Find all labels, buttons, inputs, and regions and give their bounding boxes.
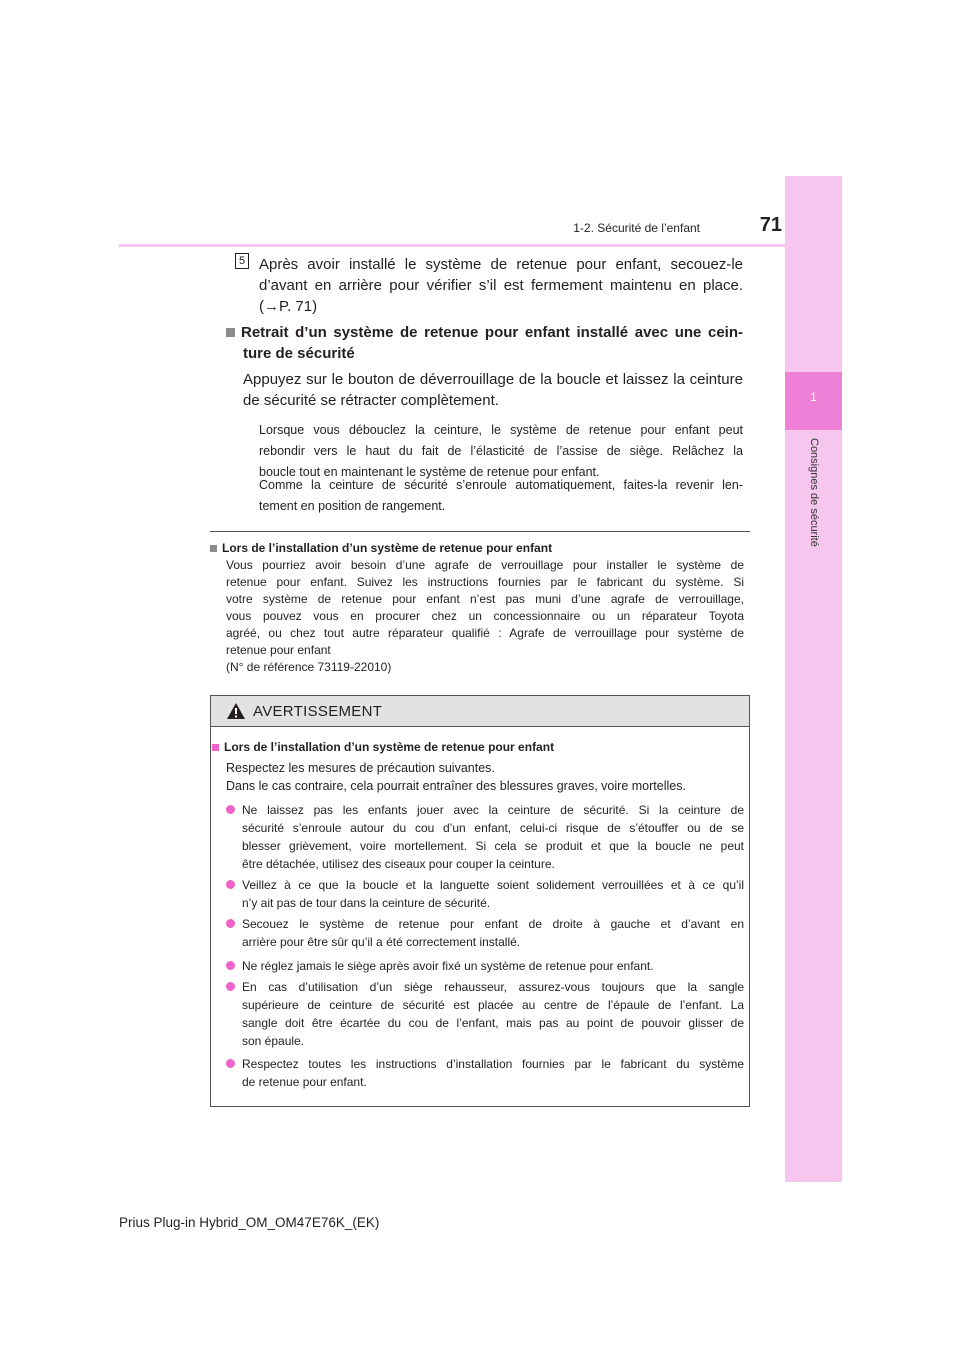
bullet-dot-icon <box>226 961 235 970</box>
square-bullet-icon <box>226 328 235 337</box>
removal-text: Appuyez sur le bouton de déverrouillage de la boucle et laissez la ceinture de sécurité se rétracter complètement. <box>243 371 743 409</box>
chapter-label: Consignes de sécurité <box>808 438 820 547</box>
installation-info-heading: Lors de l’installation d’un système de retenue pour enfant <box>210 540 744 557</box>
header-rule <box>119 244 785 247</box>
removal-note-1: Lorsque vous débouclez la ceinture, le système de retenue pour enfant peut rebondir vers le haut du fait de l’élasticité de l’assise de siège. Relâchez la boucle tout en maintenant le système de retenue pour enfant. <box>259 423 743 479</box>
page-reference-link[interactable]: (→P. 71) <box>259 298 318 315</box>
step-number-box: 5 <box>235 253 249 269</box>
bullet-dot-icon <box>226 982 235 991</box>
square-bullet-icon <box>210 545 217 552</box>
bullet-dot-icon <box>226 919 235 928</box>
warning-intro: Respectez les mesures de précaution suivantes. Dans le cas contraire, cela pourrait entraîner des blessures graves, voire mortelles. <box>226 761 686 793</box>
chapter-number: 1 <box>810 390 817 404</box>
square-bullet-icon <box>212 744 219 751</box>
step5-text: Après avoir installé le système de retenue pour enfant, secouez-le d’avant en arrière pour vérifier s’il est fermement maintenu en place. (→P. 71) <box>259 256 743 315</box>
section-title: 1-2. Sécurité de l’enfant <box>573 221 700 235</box>
removal-heading: Retrait d’un système de retenue pour enfant installé avec une cein- ture de sécurité <box>226 322 743 364</box>
warning-header-rule <box>211 726 749 727</box>
installation-info-text: Vous pourriez avoir besoin d’une agrafe de verrouillage pour installer le système de retenue pour enfant. Suivez les instructions fournies par le fabricant du système. Si votre système de retenue pour enfant n’est pas muni d’une agrafe de verrouillage, vous pouvez vous en procurer chez un concessionnaire ou un réparateur Toyota agréé, ou chez tout autre réparateur qualifié : Agrafe de verrouillage pour système de retenue pour enfant (N° de référence 73119-22010) <box>226 558 744 674</box>
section-divider <box>210 531 750 532</box>
bullet-dot-icon <box>226 880 235 889</box>
footer-doc-id: Prius Plug-in Hybrid_OM_OM47E76K_(EK) <box>119 1215 380 1230</box>
warning-title: AVERTISSEMENT <box>253 703 383 720</box>
removal-note-2: Comme la ceinture de sécurité s’enroule automatiquement, faites-la revenir len- tement en position de rangement. <box>259 478 743 513</box>
warning-triangle-icon <box>226 702 246 720</box>
bullet-dot-icon <box>226 1059 235 1068</box>
page-number: 71 <box>759 214 782 236</box>
warning-heading: Lors de l’installation d’un système de retenue pour enfant <box>212 739 744 756</box>
chapter-side-tab <box>785 176 842 1182</box>
bullet-dot-icon <box>226 805 235 814</box>
